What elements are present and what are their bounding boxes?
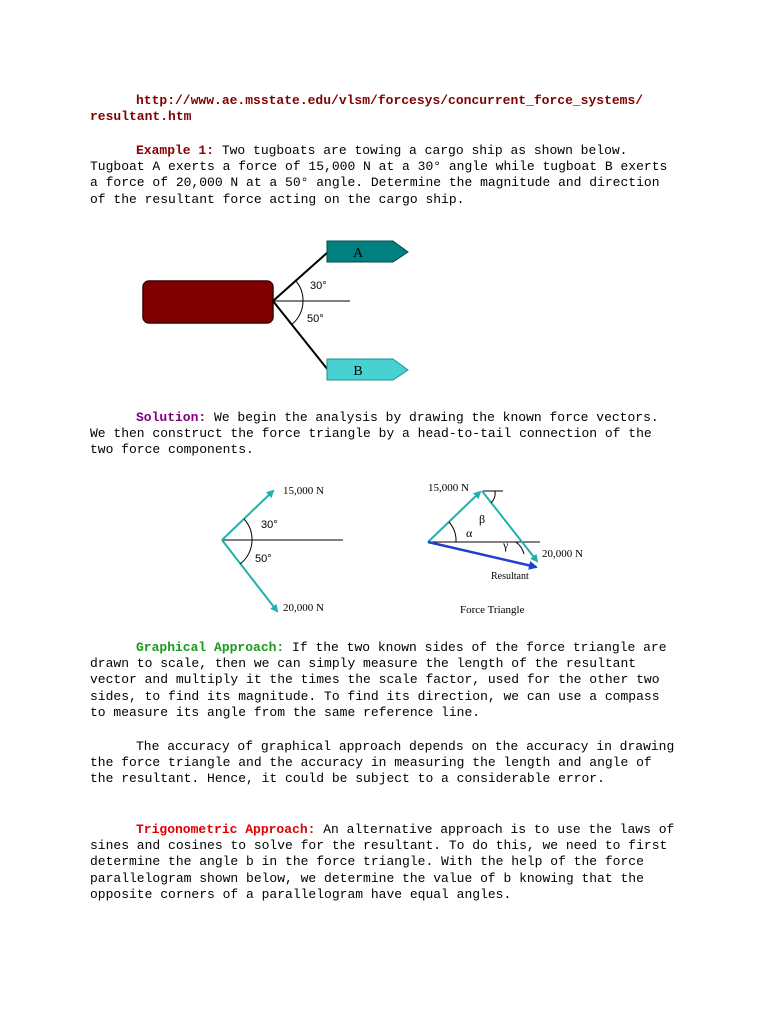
tow-line-b — [273, 301, 328, 370]
resultant-label: Resultant — [491, 571, 529, 582]
force-a-arrow — [222, 491, 273, 540]
angle-arc-b — [291, 301, 303, 325]
tugboat-a — [327, 241, 408, 262]
example-paragraph — [90, 143, 680, 208]
source-url-line1[interactable]: http://www.ae.msstate.edu/vlsm/forcesys/concurrent_force_systems/ — [136, 93, 644, 108]
alpha-label: α — [466, 526, 473, 540]
trig-label: Trigonometric Approach: — [136, 822, 316, 837]
source-url[interactable] — [90, 93, 680, 125]
graphical-label: Graphical Approach: — [136, 640, 285, 655]
tugboat-b-label: B — [353, 364, 363, 379]
solution-label: Solution: — [136, 410, 207, 425]
triangle-force-b — [482, 491, 537, 561]
angle-arc-a — [244, 519, 252, 540]
angle-arc-b — [240, 540, 252, 564]
beta-label: β — [479, 512, 486, 526]
solution-paragraph — [90, 410, 680, 459]
tugboat-figure — [140, 238, 415, 383]
accuracy-paragraph — [90, 739, 680, 788]
tugboat-b — [327, 359, 408, 380]
tow-line-a — [273, 252, 328, 301]
solution-text: We begin the analysis by drawing the known force vectors. We then construct the force triangle by a head-to-tail connection of the two force components. — [90, 410, 659, 458]
angle-a-label: 30° — [261, 519, 278, 531]
angle-a-label: 30° — [310, 280, 327, 292]
angle-b-label: 50° — [255, 553, 272, 565]
graphical-text: If the two known sides of the force triangle are drawn to scale, then we can simply measure the length of the resultant vector and multiply it the times the scale factor, used for the other two sides, to find its magnitude. To find its direction, we can use a compass to measure its angle from the same reference line. — [90, 640, 667, 720]
triangle-force-b-label: 20,000 N — [542, 548, 583, 560]
graphical-paragraph — [90, 640, 680, 721]
trig-paragraph — [90, 822, 680, 903]
accuracy-text: The accuracy of graphical approach depends on the accuracy in drawing the force triangle and the accuracy in measuring the length and angle of the resultant. Hence, it could be subject to a considerable error. — [90, 739, 675, 787]
triangle-force-a-label: 15,000 N — [428, 482, 469, 494]
alpha-arc — [449, 522, 456, 542]
force-b-arrow — [222, 540, 277, 611]
force-b-label: 20,000 N — [283, 602, 324, 614]
tugboat-a-label: A — [352, 246, 364, 261]
force-vectors-figure — [215, 478, 360, 618]
example-text: Two tugboats are towing a cargo ship as shown below. Tugboat A exerts a force of 15,000 N at a 30° angle while tugboat B exerts a force of 20,000 N at a 50° angle. Determine the magnitude and direction of the resultant force acting on the cargo ship. — [90, 143, 668, 207]
force-triangle-caption: Force Triangle — [460, 604, 525, 616]
angle-arc-a — [295, 280, 303, 301]
force-triangle-figure — [420, 475, 595, 620]
cargo-ship — [143, 281, 273, 323]
force-a-label: 15,000 N — [283, 485, 324, 497]
source-url-line2[interactable]: resultant.htm — [90, 109, 192, 125]
example-label: Example 1: — [136, 143, 215, 158]
beta-arc — [491, 491, 495, 503]
angle-b-label: 50° — [307, 313, 324, 325]
trig-text: An alternative approach is to use the laws of sines and cosines to solve for the resultant. To do this, we need to first determine the angle b in the force triangle. With the help of the force parallelogram shown below, we determine the value of b knowing that the opposite corners of a parallelogram have equal angles. — [90, 822, 675, 902]
gamma-label: γ — [503, 538, 509, 552]
